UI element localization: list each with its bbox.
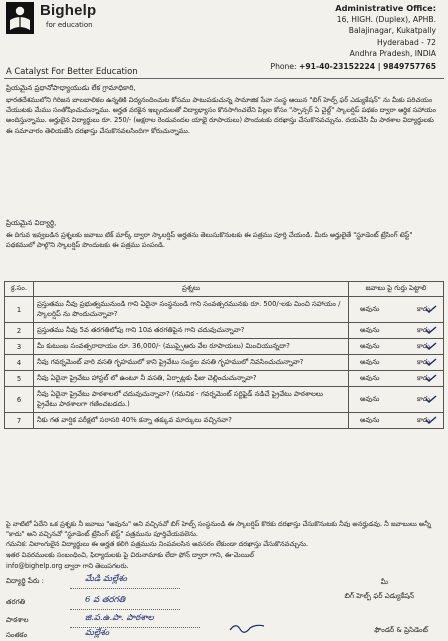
check-mark-icon [425,358,437,366]
class-value[interactable]: 6 వ తరగతి [85,595,126,605]
student-name-label: విద్యార్థి పేరు : [6,577,44,585]
header-divider [4,78,444,79]
office-address [246,3,436,72]
header-questions: ప్రశ్నలు [34,282,349,297]
office-line-2: Balajinagar, Kukatpally [348,26,436,36]
row-answer [349,339,444,355]
check-mark-icon [425,374,437,382]
president-signature-icon [228,620,268,634]
row-answer [349,387,444,413]
table-header-row [5,282,444,297]
office-title: Administrative Office: [335,3,436,13]
brand-name: Bighelp [40,2,97,19]
row-number: 4 [5,355,34,371]
table-row [5,339,444,355]
row-question: నీకు గత వార్షిక పరీక్షలో సరాసరి 40% కన్నా తక్కువ మార్కులు వచ్చినవా? [34,413,349,429]
row-number: 1 [5,297,34,323]
row-answer [349,355,444,371]
contact-paragraph: ఇతర వివరములకు సంబంధించి, ఫిర్యాదులకు పై చిరునామాకు లేదా ఫోన్ ద్వారా గాని, ఈ-మెయిల్ [6,551,254,559]
email-line: info@bighelp.org ద్వారా గాని తెలుపగలరు. [6,562,129,570]
table-row [5,323,444,339]
row-answer [349,371,444,387]
phone-label: Phone: [270,62,297,72]
table-row [5,355,444,371]
answer-yes[interactable]: అవును [360,357,380,366]
answer-yes[interactable]: అవును [360,394,380,403]
name-underline [70,588,180,589]
check-mark-icon [425,326,437,334]
answer-no[interactable]: కాదు [416,325,430,334]
header-serial: క్ర.సం. [5,282,34,297]
founder-title: ఫౌండర్ & ప్రెసిడెంట్ [374,626,428,634]
row-question: నీవు గవర్నమెంట్ వారి వసతి గృహములో కాని ప్రైవేటు సంస్థల వసతి గృహములో నివసించుచున్నావా? [34,355,349,371]
row-number: 6 [5,387,34,413]
answer-no[interactable]: కాదు [416,373,430,382]
student-name-value[interactable]: మేడి మల్లేశం [85,574,127,584]
check-mark-icon [425,416,437,424]
row-number: 5 [5,371,34,387]
answer-yes[interactable]: అవును [360,373,380,382]
class-underline [70,609,180,610]
table-row [5,387,444,413]
closing-org: బిగ్ హెల్ప్ ఫర్ ఎడ్యుకేషన్ [344,592,414,600]
bighelp-logo-icon [6,2,34,34]
answer-no[interactable]: కాదు [416,415,430,424]
row-number: 2 [5,323,34,339]
school-label: పాఠశాల [6,616,29,624]
tagline: A Catalyst For Better Education [6,66,138,76]
salutation-student: ప్రియమైన విద్యార్థి, [6,219,57,227]
row-number: 3 [5,339,34,355]
answer-no[interactable]: కాదు [416,394,430,403]
row-question: నీవు ఏదైనా ప్రైవేటు హాస్టల్ లో ఉంటూ నీ వసతి, ఏర్పాట్లకు ఫీజు చెల్లించుచున్నావా? [34,371,349,387]
row-question: ప్రస్తుతము నీవు 5వ తరగతిలోపు గాని 10వ తరగతిపైన గాని చదువుచున్నావా? [34,323,349,339]
answer-no[interactable]: కాదు [416,304,430,313]
row-number: 7 [5,413,34,429]
answer-yes[interactable]: అవును [360,415,380,424]
answer-no[interactable]: కాదు [416,341,430,350]
eligibility-table [4,281,444,429]
header-answer: జవాబు పై గుర్తు పెట్టాలి [349,282,444,297]
salutation-headmaster: ప్రియమైన ప్రధానోపాధ్యాయుడు లేక గ్రామాధికారి, [6,84,136,92]
answer-yes[interactable]: అవును [360,325,380,334]
instruction-paragraph: ఈ దిగువ ఇవ్వబడిన ప్రశ్నలకు జవాబు టిక్ మార్క్ ద్వారా స్కాలర్షిప్ అర్హతను తెలుసుకొనుటకు ఈ పత్రము పూర్తి చేయండి. మీరు అర్హులైతే "స్టూడెంట్ ట్రేసింగ్ టెస్ట్" పథకములో పాల్గొని స్కాలర్షిప్ పొందుటకు ఈ పత్రము పంపండి. [6,231,413,250]
closing-mee: మీ [380,578,388,586]
intro-paragraph: భారతదేశములోని గిరిజన బాలబాలికల ఉన్నతికి విద్యనందించుట కోసము పాటుపడుచున్న సామాజిక సేవా సంస్థ ఆయిన "బిగ్ హెల్ప్ ఫర్ ఎడ్యుకేషన్" ను మీకు పరిచయం చేయుటకు మేము సంతోషించుచున్నాము. అర్హత వరకైన ఇబ్బందులతో విద్యాభ్యాసం కొనసాగించలేని పిల్లల కోసం "స్పాన్సర్ ఏ చైల్డ్" స్కాలర్షిప్ పథకం ద్వారా ఆర్థిక సహాయం అందిస్తున్నాము. అర్హులైన విద్యార్థులు రూ. 250/- (అక్షరాల రెండువందల యాభై రూపాయలు) పొందుటకు దరఖాస్తు చేసుకొనవచ్చును. దయచేసి మీ పాఠశాల విద్యార్థులకు ఈ సమాచారం తెలియజేసి దరఖాస్తు చేసుకొనవలసిందిగా కోరుచున్నాము. [6,96,436,135]
table-row [5,371,444,387]
special-note: గమనిక: విలాంగులైన విద్యార్థులు ఈ అర్హత కలిగి పత్రమును నింపవలసిన అవసరం లేకుండా దరఖాస్తు చేసుకొనవచ్చును. [6,540,308,548]
table-row [5,413,444,429]
answer-yes[interactable]: అవును [360,341,380,350]
row-question: నీవు ఏదైనా ప్రైవేటు పాఠశాలలో చదువుచున్నావా? (గమనిక - గవర్నమెంట్ సర్టిఫైడ్ నడిచే ప్రైవేటు పాఠశాలలు ప్రైవేటు పాఠశాలగా గణించబడదు.) [34,387,349,413]
row-answer [349,297,444,323]
check-mark-icon [425,305,437,313]
signature-label: సంతకం [6,631,28,639]
row-question: ప్రస్తుతము నీవు ప్రభుత్వమునుండి గాని ఏదైనా సంస్థనుండి గాని సంవత్సరమునకు రూ. 500/-లకు మించి సహాయం / స్కాలర్షిప్ ను పొందుచున్నావా? [34,297,349,323]
brand-subtitle: for education [46,21,93,29]
check-mark-icon [425,395,437,403]
check-mark-icon [425,342,437,350]
phone-numbers: +91-40-23152224 | 9849757765 [299,62,436,72]
office-line-4: Andhra Pradesh, INDIA [349,48,436,58]
office-phone [246,61,436,72]
answer-no[interactable]: కాదు [416,357,430,366]
row-answer [349,323,444,339]
office-line-3: Hyderabad - 72 [377,37,436,47]
answer-yes[interactable]: అవును [360,304,380,313]
signature-value[interactable]: మల్లేశం [85,628,110,638]
row-answer [349,413,444,429]
class-label: తరగతి [6,598,26,606]
office-line-1: 16, HIGH. (Duplex), APHB. [336,15,436,25]
table-row [5,297,444,323]
eligibility-note: పై వాటిలో ఏదేని ఒక ప్రశ్నకు నీ జవాబు "అవును" అని వచ్చినచో బిగ్ హెల్ప్ సంస్థనుండి ఈ స్కాలర్షిప్ కొరకు దరఖాస్తు చేసుకొనుటకు నీవు అనర్హుడవు. నీ జవాబులు అన్నీ "కాదు" అని వచ్చినచో "స్టూడెంట్ ట్రేసింగ్ టెస్ట్" పత్రమును పూర్తిచేయవలెను. [6,520,432,538]
row-question: మీ కుటుంబ సంవత్సరాదాయం రూ. 36,000/- (ముప్పైఆరు వేల రూపాయలు) మించియున్నదా? [34,339,349,355]
school-value[interactable]: జి.ప.ఉ.పా. పాఠశాల [85,613,154,623]
